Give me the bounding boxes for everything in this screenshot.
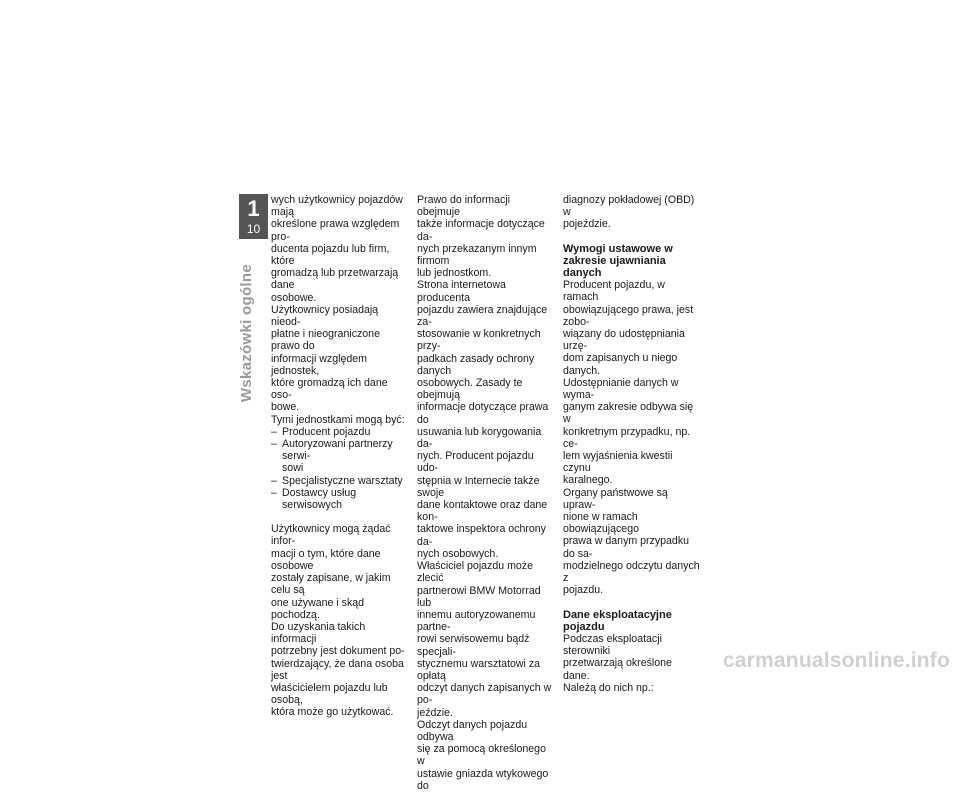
paragraph: Organy państwowe są upraw- nione w ramach obowiązującego prawa w danym przypadku do sa- modzielnego odczytu danych z pojazdu.	[563, 486, 700, 597]
paragraph: Tymi jednostkami mogą być:	[271, 413, 405, 426]
paragraph: diagnozy pokładowej (OBD) w pojeździe.	[563, 194, 695, 231]
text-column-3	[563, 194, 701, 694]
paragraph: Prawo do informacji obejmuje także informacje dotyczące da- nych przekazanym innym firmom lub jednostkom.	[417, 194, 545, 280]
list-item: – Autoryzowani partnerzy serwi- sowi	[271, 438, 393, 475]
paragraph: Podczas eksploatacji sterowniki przetwarzają określone dane. Należą do nich np.:	[563, 632, 672, 694]
paragraph: Użytkownicy posiadają nieod- płatne i nieograniczone prawo do informacji względem jednostek, które gromadzą ich dane oso- bowe.	[271, 303, 388, 414]
paragraph: Właściciel pojazdu może zlecić partnerowi BMW Motorrad lub innemu autoryzowanemu partne- rowi serwisowemu bądź specjali- stycznemu warsztatowi za opłatą odczyt danych zapisanych w po- jeździe.	[417, 560, 552, 719]
paragraph: Odczyt danych pojazdu odbywa się za pomocą określonego w ustawie gniazda wtykowego do	[417, 718, 549, 792]
paragraph: Strona internetowa producenta pojazdu zawiera znajdujące za- stosowanie w konkretnych przy- padkach zasady ochrony danych osobowych. Zasady te obejmują informacje dotyczące prawa do usuwania lub korygowania da- nych. Producent pojazdu udo- stępnia w Internecie także swoje dane kontaktowe oraz dane kon- taktowe inspektora ochrony da- nych osobowych.	[417, 279, 549, 560]
chapter-number: 1	[247, 196, 260, 221]
list-item: – Producent pojazdu	[271, 425, 371, 438]
text-column-2	[417, 194, 555, 792]
text-column-1	[271, 194, 409, 719]
list-item: – Specjalistyczne warsztaty	[271, 474, 403, 487]
section-heading: Dane eksploatacyjne pojazdu	[563, 608, 672, 633]
chapter-side-title: Wskazówki ogólne	[238, 264, 255, 403]
paragraph: Użytkownicy mogą żądać infor- macji o tym, które dane osobowe zostały zapisane, w jakim celu są one używane i skąd pochodzą. Do uzyskania takich informacji potrzebny jest dokument po- twierdzający, że dana osoba jest właścicielem pojazdu lub osobą, która może go użytkować.	[271, 523, 405, 719]
section-heading: Wymogi ustawowe w zakresie ujawniania danych	[563, 242, 673, 280]
paragraph: wych użytkownicy pojazdów mają określone prawa względem pro- ducenta pojazdu lub firm, które gromadzą lub przetwarzają dane osobowe.	[271, 194, 403, 304]
chapter-tab	[239, 194, 268, 239]
paragraph: Producent pojazdu, w ramach obowiązującego prawa, jest zobo- wiązany do udostępniania urzę- dom zapisanych u niego danych. Udostępnianie danych w wyma- ganym zakresie odbywa się w konkretnym przypadku, np. ce- lem wyjaśnienia kwestii czynu karalnego.	[563, 279, 694, 487]
watermark: carmanualsonline.info	[722, 649, 950, 672]
page-number: 10	[246, 222, 261, 236]
list-item: – Dostawcy usług serwisowych	[271, 486, 357, 512]
